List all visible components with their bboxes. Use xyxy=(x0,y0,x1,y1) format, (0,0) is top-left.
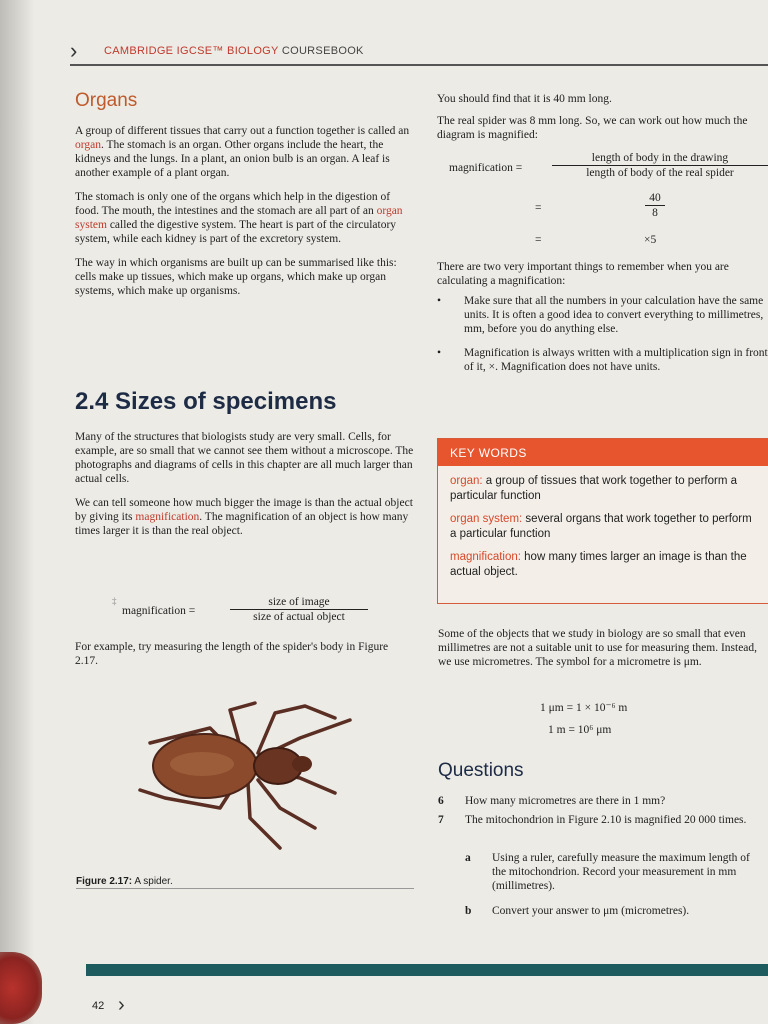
key-word-organ-system xyxy=(438,512,768,542)
calc-result: ×5 xyxy=(644,234,657,246)
calc-lhs: magnification = xyxy=(449,162,523,174)
book-title-part1: CAMBRIDGE IGCSE xyxy=(104,45,213,57)
key-word-definition: a group of tissues that work together to perform a particular function xyxy=(450,475,738,502)
book-title-part3: COURSEBOOK xyxy=(278,45,364,57)
calc-numerator: length of body in the drawing xyxy=(552,152,768,166)
tips-list xyxy=(437,294,768,374)
key-word-term: magnification: xyxy=(450,551,521,563)
figure-rule xyxy=(76,888,414,889)
organs-p2-text-a: The stomach is only one of the organs which help in the digestion of food. The mouth, the intestines and the stomach are all part of an xyxy=(75,191,391,217)
calc-value-denominator: 8 xyxy=(652,207,658,219)
question-number: 6 xyxy=(438,795,444,807)
chevron-right-icon: › xyxy=(70,38,78,63)
tip-units: • Make sure that all the numbers in your calculation have the same units. It is often a good idea to convert everything to millimetres, mm, before you do anything else. xyxy=(437,294,768,336)
organs-section xyxy=(75,90,415,308)
header-rule xyxy=(70,64,768,66)
organs-heading: Organs xyxy=(75,90,138,111)
page-number: 42 xyxy=(92,1000,105,1012)
question-text: Convert your answer to μm (micrometres). xyxy=(492,905,690,917)
micrometre-equation-1: 1 μm = 1 × 10⁻⁶ m xyxy=(540,702,628,714)
question-part-letter: b xyxy=(465,905,472,917)
term-organ-link: organ xyxy=(75,139,101,151)
formula-numerator: size of image xyxy=(230,596,368,610)
spider-illustration xyxy=(130,698,360,858)
key-word-organ xyxy=(438,474,768,504)
calc-equals-2: = xyxy=(535,234,542,246)
term-magnification-link: magnification xyxy=(135,511,200,523)
margin-mark: ‡ xyxy=(112,596,117,606)
page-binding-shadow xyxy=(0,0,34,1024)
spider-magnification-calculation xyxy=(437,152,768,252)
running-header xyxy=(70,38,768,66)
key-word-definition: several organs that work together to perform a particular function xyxy=(450,513,752,540)
figure-caption xyxy=(76,876,173,887)
organs-p2-text-b: called the digestive system. The heart is part of the circulatory system, while each kidney is part of the excretory system. xyxy=(75,219,397,245)
key-word-magnification xyxy=(438,550,768,580)
organs-p1-text-b: . The stomach is an organ. Other organs include the heart, the kidneys and the lungs. In a plant, an onion bulb is an organ. A leaf is another example of a plant organ. xyxy=(75,139,390,179)
formula-lhs: magnification = xyxy=(122,605,196,617)
question-part-letter: a xyxy=(465,852,471,864)
organs-p1-text-a: A group of different tissues that carry out a function together is called an xyxy=(75,125,410,137)
footer-band xyxy=(86,964,768,976)
example-paragraph: For example, try measuring the length of the spider's body in Figure 2.17. xyxy=(75,641,389,667)
right-paragraph-1: You should find that it is 40 mm long. xyxy=(437,93,612,105)
sizes-p2-text-b: . The magnification of an object is how many times larger it is than the real object. xyxy=(75,511,409,537)
sizes-section xyxy=(75,430,415,548)
tips-intro: There are two very important things to remember when you are calculating a magnification: xyxy=(437,261,729,287)
magnification-formula xyxy=(112,596,412,632)
term-organ-system-link: organ system xyxy=(75,205,403,231)
chevron-right-icon: › xyxy=(118,994,125,1016)
formula-fraction xyxy=(230,596,368,623)
key-word-term: organ: xyxy=(450,475,483,487)
calc-equals-1: = xyxy=(535,202,542,214)
right-paragraph-2: The real spider was 8 mm long. So, we can work out how much the diagram is magnified: xyxy=(437,115,748,141)
organs-paragraph-1 xyxy=(75,124,415,180)
figure-caption-text: A spider. xyxy=(132,876,173,887)
key-words-heading: KEY WORDS xyxy=(438,439,768,466)
figure-label: Figure 2.17: xyxy=(76,876,133,887)
right-column-intro xyxy=(437,92,768,152)
tip-multiplication-sign: • Magnification is always written with a multiplication sign in front of it, ×. Magnification does not have units. xyxy=(437,346,768,374)
question-text: How many micrometres are there in 1 mm? xyxy=(465,795,666,807)
sizes-paragraph-2 xyxy=(75,496,415,538)
organs-paragraph-3: The way in which organisms are built up can be summarised like this: cells make up tissues, which make up organs, which make up organ systems, which make up organisms. xyxy=(75,257,397,297)
micrometre-paragraph: Some of the objects that we study in biology are so small that even millimetres are not a suitable unit to use for measuring them. Instead, we use micrometres. The symbol for a micrometre is μm. xyxy=(438,628,758,668)
key-words-box xyxy=(437,438,768,604)
key-word-definition: how many times larger an image is than the actual object. xyxy=(450,551,747,578)
organs-paragraph-2 xyxy=(75,190,415,246)
calc-fraction xyxy=(552,152,768,179)
micrometre-equation-2: 1 m = 10⁶ μm xyxy=(548,724,612,736)
sizes-heading: 2.4 Sizes of specimens xyxy=(75,388,337,415)
sizes-paragraph-1: Many of the structures that biologists study are very small. Cells, for example, are so small that we cannot see them without a microscope. The photographs and diagrams of cells in this chapter are all much larger than actual cells. xyxy=(75,431,414,485)
calc-value-numerator: 40 xyxy=(645,192,665,206)
key-word-term: organ system: xyxy=(450,513,523,525)
formula-denominator: size of actual object xyxy=(253,611,345,623)
sizes-p2-text-a: We can tell someone how much bigger the image is than the actual object by giving its xyxy=(75,497,413,523)
book-title xyxy=(104,45,364,57)
question-number: 7 xyxy=(438,814,444,826)
calc-fraction-values xyxy=(645,192,665,219)
questions-heading: Questions xyxy=(438,760,524,781)
calc-denominator: length of body of the real spider xyxy=(586,167,734,179)
book-title-part2: ™ BIOLOGY xyxy=(212,45,279,57)
question-text: Using a ruler, carefully measure the maximum length of the mitochondrion. Record your measurement in mm (millimetres). xyxy=(492,852,750,892)
finger-thumb-blob xyxy=(0,952,42,1024)
micrometre-equations xyxy=(540,697,627,741)
magnification-tips xyxy=(437,260,768,384)
question-text: The mitochondrion in Figure 2.10 is magnified 20 000 times. xyxy=(465,814,747,826)
